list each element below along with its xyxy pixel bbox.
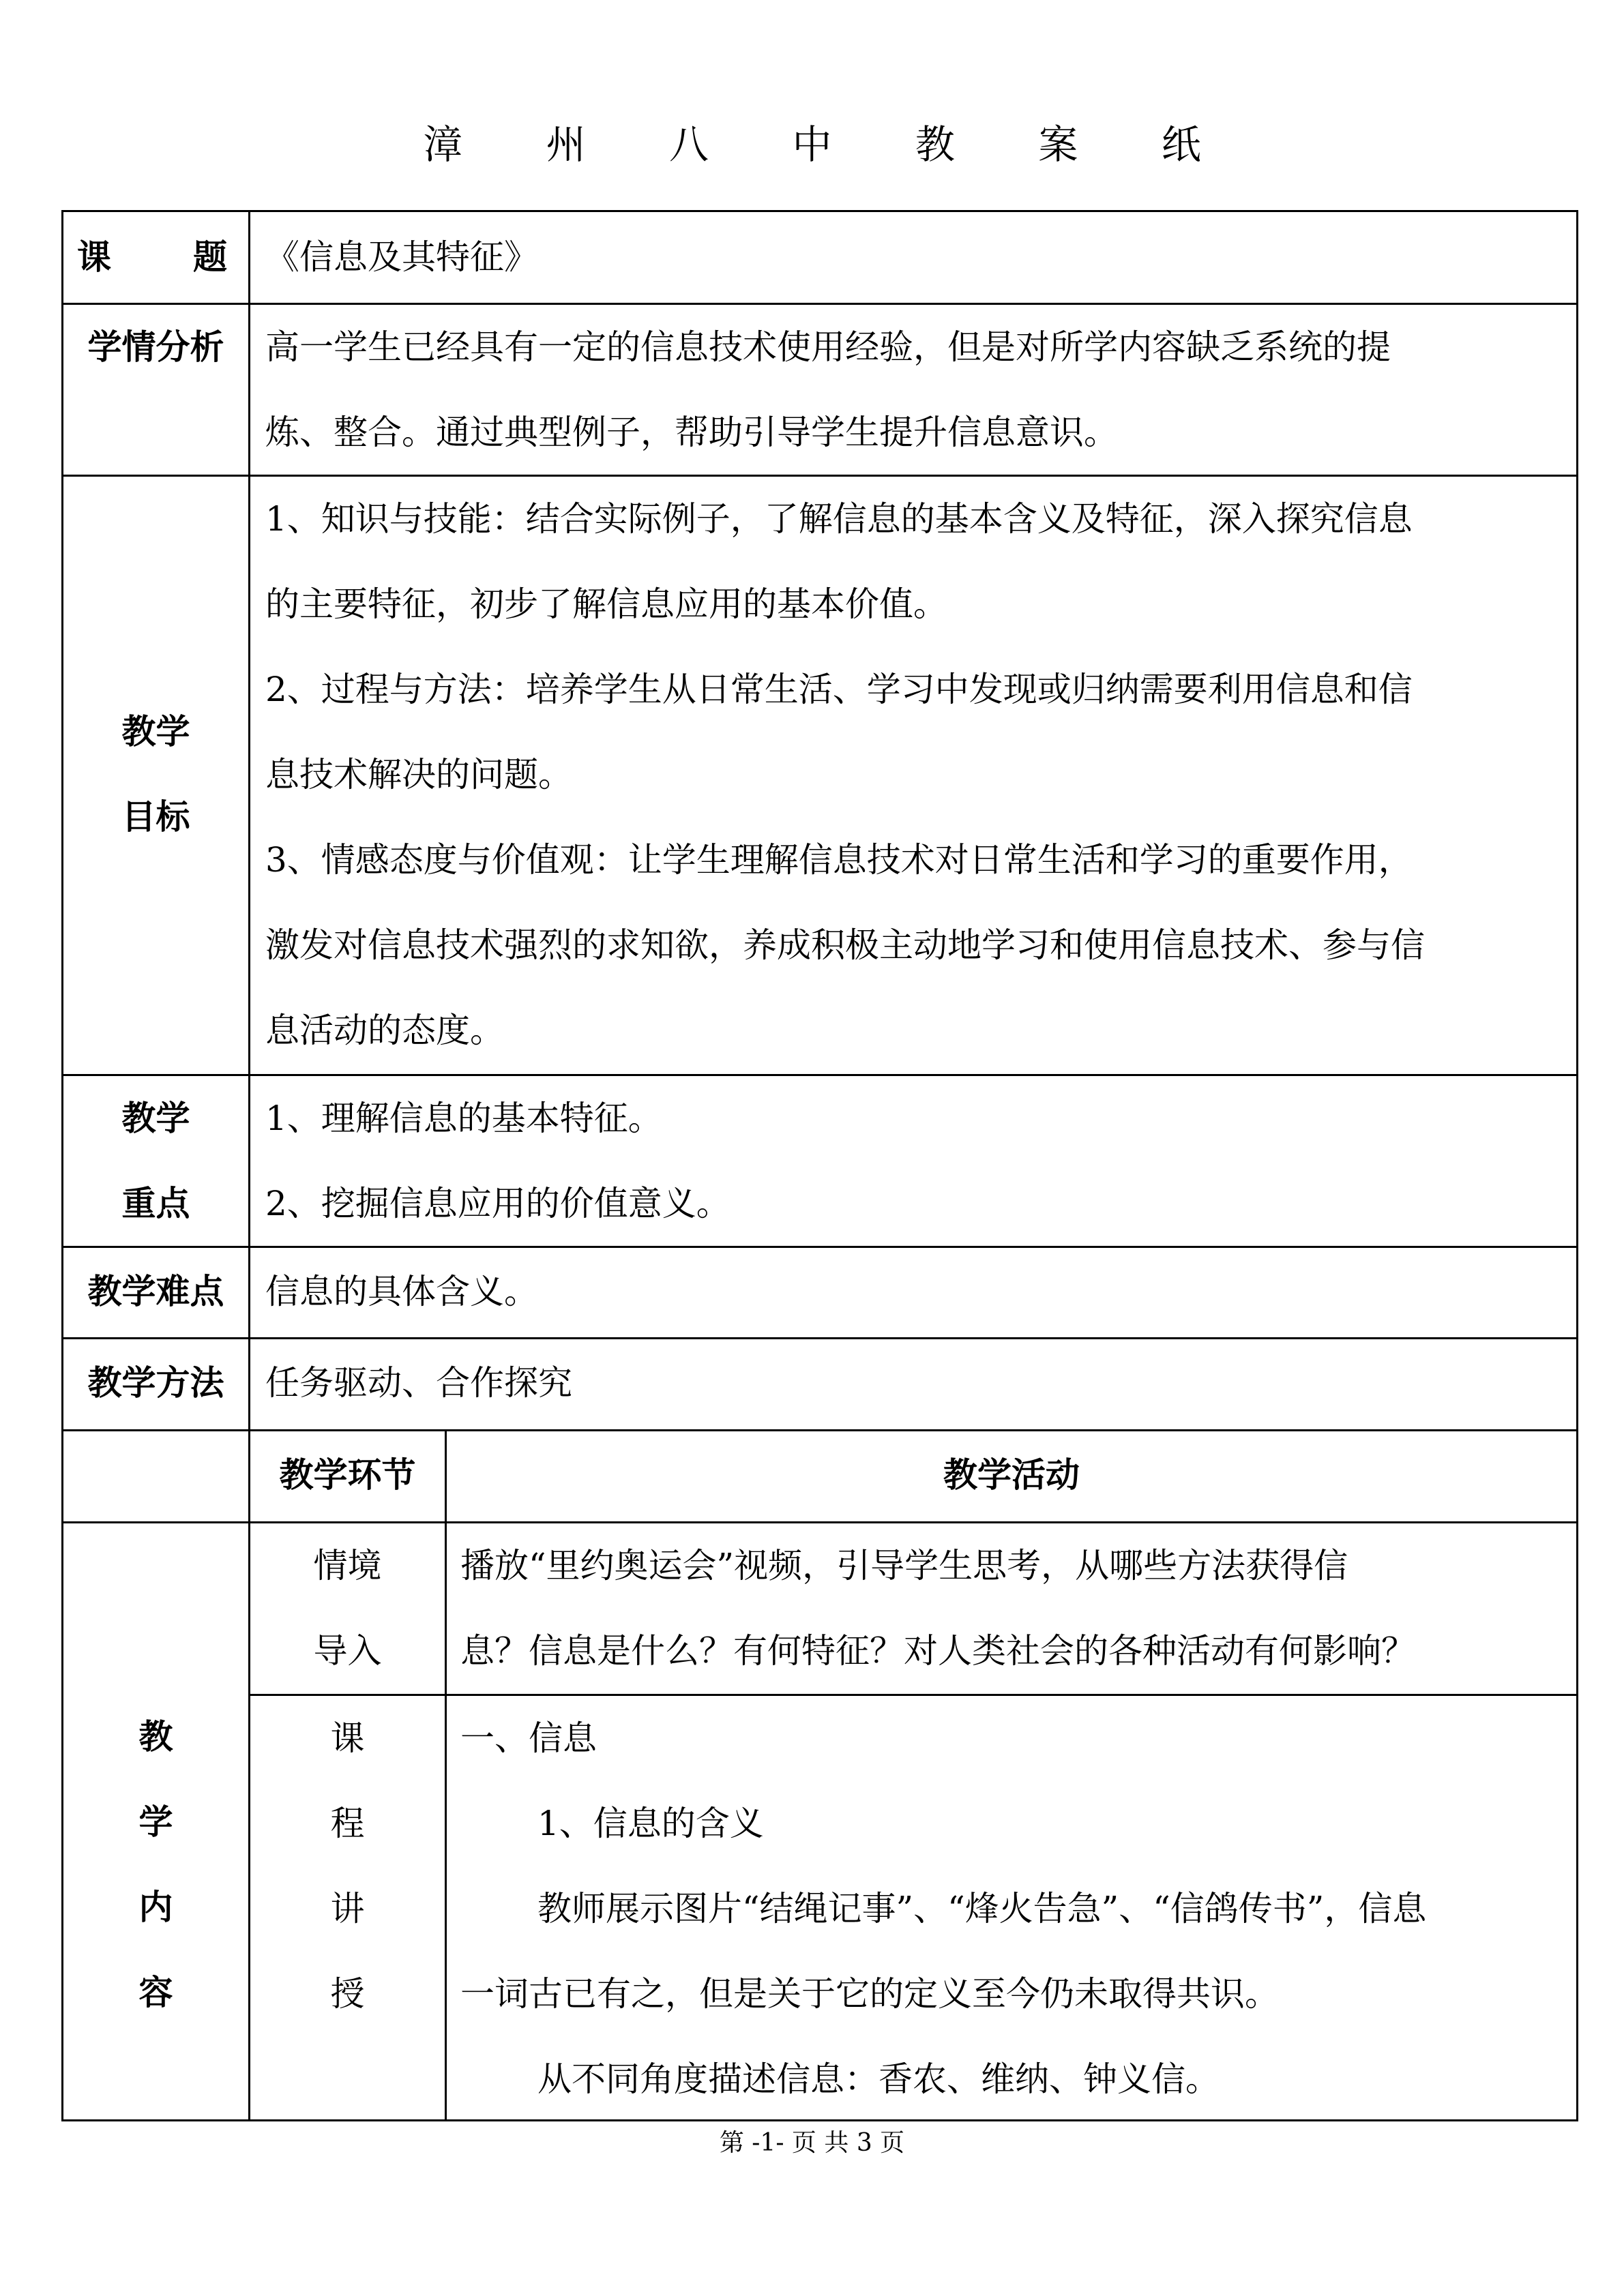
difficulty-label: 教学难点 (87, 1272, 224, 1311)
topic-value (250, 215, 1576, 300)
goals-label-line: 教学 (121, 712, 190, 751)
intro-stage-label (250, 1523, 445, 1694)
stage-column-header: 教学环节 (279, 1455, 416, 1495)
content-side-label-char: 学 (138, 1802, 173, 1842)
lecture-stage-label (250, 1696, 445, 2037)
activity-column-header: 教学活动 (943, 1455, 1080, 1495)
goals-line: 息技术解决的问题。 (265, 755, 572, 794)
lecture-line: 从不同角度描述信息：香农、维纳、钟义信。 (537, 2059, 1220, 2099)
content-side-label (63, 1695, 248, 2036)
method-label: 教学方法 (87, 1363, 224, 1403)
rule (61, 1429, 1578, 1431)
lecture-line: 1、信息的含义 (537, 1804, 764, 1843)
key-points-value (250, 1076, 1576, 1247)
page-title: 漳 州 八 中 教 案 纸 (423, 121, 1237, 168)
rule-right (1576, 210, 1578, 2121)
goals-line: 1、知识与技能：结合实际例子，了解信息的基本含义及特征，深入探究信息 (265, 499, 1413, 539)
topic-label (63, 212, 248, 303)
goals-value (250, 477, 1576, 1073)
lecture-line: 一词古已有之，但是关于它的定义至今仍未取得共识。 (460, 1974, 1279, 2014)
lecture-stage-char: 程 (330, 1804, 365, 1843)
lecture-activity (447, 1696, 1576, 2122)
content-side-label-char: 教 (138, 1717, 173, 1757)
goals-line: 激发对信息技术强烈的求知欲，养成积极主动地学习和使用信息技术、参与信 (265, 925, 1425, 965)
goals-line: 息活动的态度。 (265, 1011, 504, 1050)
goals-line: 的主要特征，初步了解信息应用的基本价值。 (265, 584, 947, 624)
lecture-stage-char: 课 (330, 1718, 365, 1758)
topic-text: 《信息及其特征》 (265, 237, 538, 277)
lecture-stage-char: 讲 (330, 1889, 365, 1928)
intro-line: 播放“里约奥运会”视频，引导学生思考，从哪些方法获得信 (460, 1546, 1348, 1585)
rule (61, 1337, 1578, 1339)
page-footer: 第 -1- 页 共 3 页 (719, 2129, 905, 2157)
analysis-value (250, 305, 1576, 475)
intro-activity (447, 1523, 1576, 1694)
goals-line: 2、过程与方法：培养学生从日常生活、学习中发现或归纳需要利用信息和信 (265, 670, 1413, 709)
lecture-line: 一、信息 (460, 1718, 597, 1758)
difficulty-text: 信息的具体含义。 (265, 1272, 538, 1311)
intro-line: 息？信息是什么？有何特征？对人类社会的各种活动有何影响？ (460, 1631, 1415, 1671)
key-point-line: 2、挖掘信息应用的价值意义。 (265, 1184, 730, 1223)
key-point-line: 1、理解信息的基本特征。 (265, 1099, 662, 1138)
difficulty-value (250, 1249, 1576, 1335)
lecture-stage-char: 授 (330, 1974, 365, 2014)
method-value (250, 1341, 1576, 1426)
goals-label-line: 目标 (121, 797, 190, 837)
content-side-label-char: 容 (138, 1973, 173, 2012)
rule-top (61, 210, 1578, 212)
key-points-label-line: 重点 (121, 1184, 190, 1223)
intro-stage-line: 导入 (313, 1631, 382, 1671)
analysis-label: 学情分析 (87, 327, 224, 367)
key-points-label-line: 教学 (121, 1099, 190, 1138)
method-text: 任务驱动、合作探究 (265, 1363, 572, 1403)
intro-stage-line: 情境 (313, 1546, 382, 1585)
content-side-label-char: 内 (138, 1888, 173, 1927)
analysis-line: 炼、整合。通过典型例子，帮助引导学生提升信息意识。 (265, 413, 1118, 452)
goals-label (63, 689, 248, 860)
analysis-line: 高一学生已经具有一定的信息技术使用经验，但是对所学内容缺乏系统的提 (265, 327, 1391, 367)
key-points-label (63, 1076, 248, 1247)
topic-label-a: 课 (77, 237, 111, 277)
lecture-line: 教师展示图片“结绳记事”、“烽火告急”、“信鸽传书”，信息 (537, 1889, 1427, 1928)
topic-label-b: 题 (193, 237, 227, 277)
goals-line: 3、情感态度与价值观：让学生理解信息技术对日常生活和学习的重要作用， (265, 840, 1413, 880)
